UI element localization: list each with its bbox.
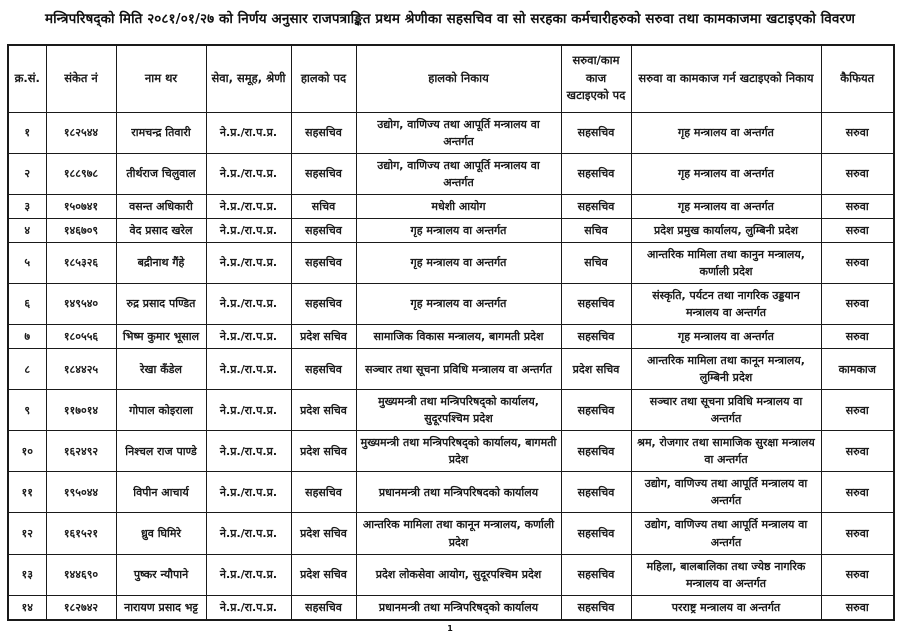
- cell-assigned-post: सहसचिव: [561, 554, 631, 595]
- cell-current-agency: मुख्यमन्त्री तथा मन्त्रिपरिषद्को कार्यालय, सुदूरपश्चिम प्रदेश: [356, 390, 561, 431]
- cell-assigned-agency: परराष्ट्र मन्त्रालय वा अन्तर्गत: [631, 595, 821, 620]
- cell-current-agency: मधेशी आयोग: [356, 194, 561, 218]
- cell-remarks: सरुवा: [821, 431, 894, 472]
- cell-assigned-agency: गृह मन्त्रालय वा अन्तर्गत: [631, 112, 821, 153]
- cell-name: गोपाल कोइराला: [116, 390, 206, 431]
- cell-current-post: प्रदेश सचिव: [291, 390, 356, 431]
- cell-assigned-agency: श्रम, रोजगार तथा सामाजिक सुरक्षा मन्त्रालय वा अन्तर्गत: [631, 431, 821, 472]
- cell-serial-number: ६: [8, 283, 46, 324]
- cell-serial-number: ८: [8, 349, 46, 390]
- cell-current-post: सचिव: [291, 194, 356, 218]
- cell-code-number: १४९५४०: [46, 283, 116, 324]
- cell-remarks: सरुवा: [821, 112, 894, 153]
- cell-name: नारायण प्रसाद भट्ट: [116, 595, 206, 620]
- cell-current-agency: सामाजिक विकास मन्त्रालय, बागमती प्रदेश: [356, 325, 561, 349]
- cell-name: रेखा कँडेल: [116, 349, 206, 390]
- cell-code-number: १८८९७८: [46, 153, 116, 194]
- table-row: [8, 595, 894, 620]
- cell-service-group-class: ने.प्र./रा.प.प्र.: [206, 595, 291, 620]
- cell-assigned-agency: उद्योग, वाणिज्य तथा आपूर्ति मन्त्रालय वा अन्तर्गत: [631, 472, 821, 513]
- cell-current-agency: प्रधानमन्त्री तथा मन्त्रिपरिषदको कार्यालय: [356, 472, 561, 513]
- cell-assigned-post: सचिव: [561, 218, 631, 242]
- column-header-service-group-class: सेवा, समूह, श्रेणी: [206, 45, 291, 113]
- cell-service-group-class: ने.प्र./रा.प.प्र.: [206, 349, 291, 390]
- cell-remarks: सरुवा: [821, 283, 894, 324]
- cell-remarks: सरुवा: [821, 153, 894, 194]
- cell-code-number: १८४४२५: [46, 349, 116, 390]
- cell-current-agency: गृह मन्त्रालय वा अन्तर्गत: [356, 218, 561, 242]
- cell-current-agency: आन्तरिक मामिला तथा कानून मन्त्रालय, कर्णाली प्रदेश: [356, 513, 561, 554]
- cell-serial-number: ४: [8, 218, 46, 242]
- cell-code-number: १४४६९०: [46, 554, 116, 595]
- cell-assigned-post: सहसचिव: [561, 472, 631, 513]
- cell-code-number: १८५३२६: [46, 242, 116, 283]
- cell-assigned-post: सहसचिव: [561, 112, 631, 153]
- cell-service-group-class: ने.प्र./रा.प.प्र.: [206, 283, 291, 324]
- cell-serial-number: ११: [8, 472, 46, 513]
- cell-serial-number: १३: [8, 554, 46, 595]
- table-row: [8, 513, 894, 554]
- cell-serial-number: १४: [8, 595, 46, 620]
- cell-current-post: सहसचिव: [291, 595, 356, 620]
- table-row: [8, 218, 894, 242]
- cell-current-agency: सञ्चार तथा सूचना प्रविधि मन्त्रालय वा अन्तर्गत: [356, 349, 561, 390]
- cell-current-post: सहसचिव: [291, 349, 356, 390]
- cell-current-agency: उद्योग, वाणिज्य तथा आपूर्ति मन्त्रालय वा अन्तर्गत: [356, 112, 561, 153]
- cell-assigned-agency: गृह मन्त्रालय वा अन्तर्गत: [631, 153, 821, 194]
- table-row: [8, 431, 894, 472]
- cell-service-group-class: ने.प्र./रा.प.प्र.: [206, 325, 291, 349]
- cell-assigned-post: सहसचिव: [561, 283, 631, 324]
- cell-assigned-post: प्रदेश सचिव: [561, 349, 631, 390]
- cell-assigned-post: सचिव: [561, 242, 631, 283]
- column-header-assigned-post: सरुवा/काम काज खटाइएको पद: [561, 45, 631, 113]
- cell-remarks: सरुवा: [821, 242, 894, 283]
- column-header-current-agency: हालको निकाय: [356, 45, 561, 113]
- cell-code-number: ११७०१४: [46, 390, 116, 431]
- cell-serial-number: ७: [8, 325, 46, 349]
- cell-assigned-post: सहसचिव: [561, 513, 631, 554]
- cell-remarks: कामकाज: [821, 349, 894, 390]
- cell-assigned-agency: सञ्चार तथा सूचना प्रविधि मन्त्रालय वा अन्तर्गत: [631, 390, 821, 431]
- cell-code-number: १८०५५६: [46, 325, 116, 349]
- cell-current-post: प्रदेश सचिव: [291, 513, 356, 554]
- table-row: [8, 349, 894, 390]
- cell-service-group-class: ने.प्र./रा.प.प्र.: [206, 390, 291, 431]
- table-row: [8, 554, 894, 595]
- cell-serial-number: ९: [8, 390, 46, 431]
- cell-assigned-agency: गृह मन्त्रालय वा अन्तर्गत: [631, 194, 821, 218]
- cell-name: तीर्थराज चिलुवाल: [116, 153, 206, 194]
- column-header-code-number: संकेत नं: [46, 45, 116, 113]
- cell-remarks: सरुवा: [821, 390, 894, 431]
- cell-current-agency: गृह मन्त्रालय वा अन्तर्गत: [356, 283, 561, 324]
- cell-assigned-agency: महिला, बालबालिका तथा ज्येष्ठ नागरिक मन्त्रालय वा अन्तर्गत: [631, 554, 821, 595]
- column-header-name: नाम थर: [116, 45, 206, 113]
- cell-code-number: १४६७०९: [46, 218, 116, 242]
- cell-assigned-agency: गृह मन्त्रालय वा अन्तर्गत: [631, 325, 821, 349]
- cell-name: रामचन्द्र तिवारी: [116, 112, 206, 153]
- cell-assigned-agency: आन्तरिक मामिला तथा कानून मन्त्रालय, लुम्बिनी प्रदेश: [631, 349, 821, 390]
- table-row: [8, 390, 894, 431]
- table-header-row: [8, 45, 894, 113]
- cell-remarks: सरुवा: [821, 595, 894, 620]
- cell-current-post: प्रदेश सचिव: [291, 325, 356, 349]
- cell-current-post: सहसचिव: [291, 153, 356, 194]
- column-header-remarks: कैफियत: [821, 45, 894, 113]
- cell-service-group-class: ने.प्र./रा.प.प्र.: [206, 218, 291, 242]
- cell-current-agency: प्रधानमन्त्री तथा मन्त्रिपरिषद्को कार्यालय: [356, 595, 561, 620]
- transfer-details-table: [7, 44, 895, 621]
- cell-service-group-class: ने.प्र./रा.प.प्र.: [206, 153, 291, 194]
- cell-name: विपीन आचार्य: [116, 472, 206, 513]
- cell-current-post: सहसचिव: [291, 112, 356, 153]
- cell-current-post: सहसचिव: [291, 472, 356, 513]
- cell-service-group-class: ने.प्र./रा.प.प्र.: [206, 194, 291, 218]
- cell-code-number: १६२४९२: [46, 431, 116, 472]
- cell-name: बद्रीनाथ गैंहे: [116, 242, 206, 283]
- cell-current-agency: उद्योग, वाणिज्य तथा आपूर्ति मन्त्रालय वा अन्तर्गत: [356, 153, 561, 194]
- cell-assigned-post: सहसचिव: [561, 390, 631, 431]
- cell-remarks: सरुवा: [821, 325, 894, 349]
- cell-assigned-agency: प्रदेश प्रमुख कार्यालय, लुम्बिनी प्रदेश: [631, 218, 821, 242]
- cell-code-number: १५०७४१: [46, 194, 116, 218]
- column-header-assigned-agency: सरुवा वा कामकाज गर्न खटाइएको निकाय: [631, 45, 821, 113]
- cell-name: ध्रुव घिमिरे: [116, 513, 206, 554]
- cell-assigned-post: सहसचिव: [561, 595, 631, 620]
- cell-assigned-agency: आन्तरिक मामिला तथा कानुन मन्त्रालय, कर्णाली प्रदेश: [631, 242, 821, 283]
- cell-assigned-post: सहसचिव: [561, 153, 631, 194]
- page-number: 1: [447, 623, 453, 633]
- table-row: [8, 112, 894, 153]
- cell-name: पुष्कर न्यौपाने: [116, 554, 206, 595]
- cell-serial-number: ५: [8, 242, 46, 283]
- cell-service-group-class: ने.प्र./रा.प.प्र.: [206, 472, 291, 513]
- column-header-serial-number: क्र.सं.: [8, 45, 46, 113]
- table-header: [8, 45, 894, 113]
- cell-serial-number: १२: [8, 513, 46, 554]
- cell-current-agency: गृह मन्त्रालय वा अन्तर्गत: [356, 242, 561, 283]
- cell-code-number: १८२७४२: [46, 595, 116, 620]
- cell-service-group-class: ने.प्र./रा.प.प्र.: [206, 112, 291, 153]
- cell-service-group-class: ने.प्र./रा.प.प्र.: [206, 554, 291, 595]
- cell-code-number: १९५०४४: [46, 472, 116, 513]
- cell-current-agency: मुख्यमन्त्री तथा मन्त्रिपरिषद्को कार्यालय, बागमती प्रदेश: [356, 431, 561, 472]
- cell-remarks: सरुवा: [821, 194, 894, 218]
- cell-name: भिष्म कुमार भूसाल: [116, 325, 206, 349]
- cell-current-post: सहसचिव: [291, 242, 356, 283]
- cell-remarks: सरुवा: [821, 472, 894, 513]
- page-title: मन्त्रिपरिषद्को मिति २०८१/०१/२७ को निर्णय अनुसार राजपत्राङ्कित प्रथम श्रेणीका सहसचिव वा सो सरहका कर्मचारीहरुको सरुवा तथा कामकाजमा खटाइएको विवरण: [45, 11, 855, 27]
- cell-assigned-agency: संस्कृति, पर्यटन तथा नागरिक उड्डयान मन्त्रालय वा अन्तर्गत: [631, 283, 821, 324]
- table-body: [8, 112, 894, 620]
- cell-service-group-class: ने.प्र./रा.प.प्र.: [206, 242, 291, 283]
- cell-assigned-post: सहसचिव: [561, 325, 631, 349]
- cell-serial-number: १: [8, 112, 46, 153]
- table-row: [8, 472, 894, 513]
- cell-serial-number: २: [8, 153, 46, 194]
- cell-code-number: १८२५४४: [46, 112, 116, 153]
- column-header-current-post: हालको पद: [291, 45, 356, 113]
- cell-current-post: प्रदेश सचिव: [291, 554, 356, 595]
- cell-name: रुद्र प्रसाद पण्डित: [116, 283, 206, 324]
- cell-current-agency: प्रदेश लोकसेवा आयोग, सुदूरपश्चिम प्रदेश: [356, 554, 561, 595]
- cell-current-post: प्रदेश सचिव: [291, 431, 356, 472]
- cell-assigned-post: सहसचिव: [561, 194, 631, 218]
- cell-assigned-post: सहसचिव: [561, 431, 631, 472]
- table-row: [8, 283, 894, 324]
- table-row: [8, 153, 894, 194]
- cell-remarks: सरुवा: [821, 554, 894, 595]
- cell-name: वेद प्रसाद खरेल: [116, 218, 206, 242]
- cell-name: निश्चल राज पाण्डे: [116, 431, 206, 472]
- cell-assigned-agency: उद्योग, वाणिज्य तथा आपूर्ति मन्त्रालय वा अन्तर्गत: [631, 513, 821, 554]
- table-row: [8, 194, 894, 218]
- cell-current-post: सहसचिव: [291, 283, 356, 324]
- cell-code-number: १६१५२१: [46, 513, 116, 554]
- table-row: [8, 242, 894, 283]
- table-row: [8, 325, 894, 349]
- cell-current-post: सहसचिव: [291, 218, 356, 242]
- cell-serial-number: १०: [8, 431, 46, 472]
- cell-service-group-class: ने.प्र./रा.प.प्र.: [206, 431, 291, 472]
- cell-service-group-class: ने.प्र./रा.प.प्र.: [206, 513, 291, 554]
- cell-remarks: सरुवा: [821, 513, 894, 554]
- cell-remarks: सरुवा: [821, 218, 894, 242]
- cell-serial-number: ३: [8, 194, 46, 218]
- cell-name: वसन्त अधिकारी: [116, 194, 206, 218]
